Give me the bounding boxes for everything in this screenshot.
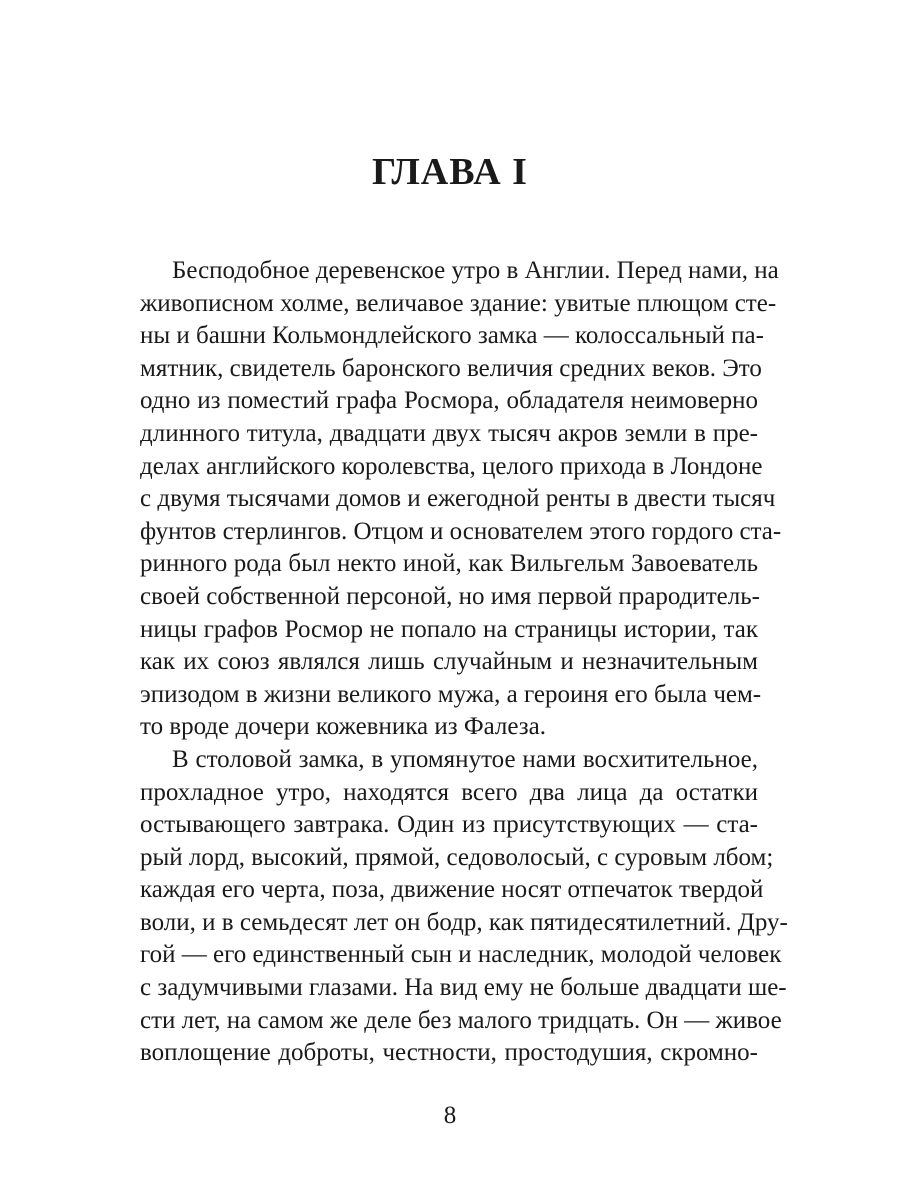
text-line: с задумчивыми глазами. На вид ему не больше двадцати ше-	[140, 974, 787, 1002]
text-line: одно из поместий графа Росмора, обладателя неимоверно	[140, 387, 758, 415]
text-line: фунтов стерлингов. Отцом и основателем этого гордого ста-	[140, 517, 782, 545]
text-line: ринного рода был некто иной, как Вильгельм Завоеватель	[140, 550, 758, 578]
text-line: эпизодом в жизни великого мужа, а героиня его была чем-	[140, 680, 762, 708]
text-line: гой — его единственный сын и наследник, молодой человек	[140, 941, 782, 969]
text-line: ницы графов Росмор не попало на страницы истории, так	[140, 615, 758, 643]
text-line: В столовой замка, в упомянутое нами восхитительное,	[172, 745, 758, 773]
chapter-title: ГЛАВА I	[372, 151, 528, 193]
text-line: воплощение доброты, честности, простодушия, скромно-	[140, 1039, 758, 1067]
text-line: живописном холме, величавое здание: увитые плющом сте-	[140, 289, 777, 317]
text-line: воли, и в семьдесят лет он бодр, как пятидесятилетний. Дру-	[140, 908, 788, 936]
text-line: прохладное утро, находятся всего два лица да остатки	[140, 778, 758, 806]
text-line: мятник, свидетель баронского величия средних веков. Это	[140, 354, 762, 382]
text-line: как их союз являлся лишь случайным и незначительным	[140, 648, 758, 676]
text-line: рый лорд, высокий, прямой, седоволосый, с суровым лбом;	[140, 843, 774, 871]
text-line: каждая его черта, поза, движение носят отпечаток твердой	[140, 876, 764, 904]
paragraph-1	[140, 255, 782, 744]
paragraph-2	[140, 744, 788, 1070]
text-line: длинного титула, двадцати двух тысяч акров земли в пре-	[140, 419, 758, 447]
text-line: то вроде дочери кожевника из Фалеза.	[140, 713, 547, 741]
text-line: остывающего завтрака. Один из присутствующих — ста-	[140, 811, 758, 839]
text-line: с двумя тысячами домов и ежегодной ренты в двести тысяч	[140, 485, 776, 513]
text-line: Бесподобное деревенское утро в Англии. Перед нами, на	[172, 257, 779, 284]
text-line: своей собственной персоной, но имя первой прародитель-	[140, 582, 760, 610]
body-text	[140, 255, 788, 1070]
text-line: сти лет, на самом же деле без малого тридцать. Он — живое	[140, 1006, 782, 1034]
text-line: ны и башни Кольмондлейского замка — колоссальный па-	[140, 322, 764, 350]
text-line: делах английского королевства, целого прихода в Лондоне	[140, 452, 763, 480]
page-number: 8	[443, 1102, 457, 1129]
